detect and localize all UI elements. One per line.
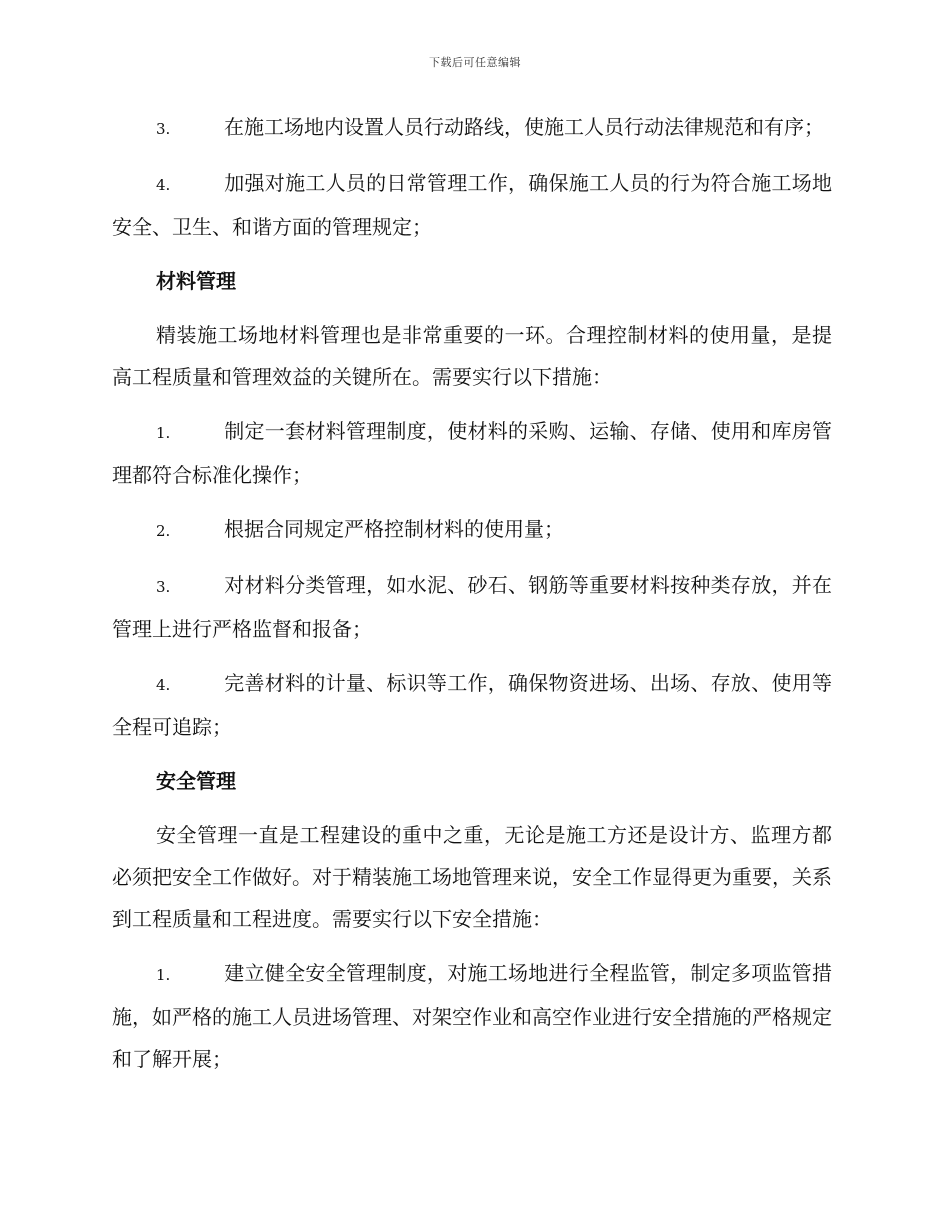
- list-number: 4.: [156, 176, 171, 194]
- document-body: [112, 106, 832, 1092]
- list-item: [112, 508, 832, 552]
- list-text: 在施工场地内设置人员行动路线，使施工人员行动法律规范和有序；: [224, 115, 824, 139]
- list-text: 对材料分类管理，如水泥、砂石、钢筋等重要材料按种类存放，并在管理上进行严格监督和报备；: [112, 573, 832, 641]
- list-number: 2.: [156, 522, 171, 540]
- section-heading-materials: 材料管理: [156, 269, 236, 293]
- list-item: [112, 106, 832, 150]
- list-text: 完善材料的计量、标识等工作，确保物资进场、出场、存放、使用等全程可追踪；: [112, 671, 832, 739]
- list-item: [112, 952, 832, 1080]
- list-text: 根据合同规定严格控制材料的使用量；: [224, 517, 564, 541]
- list-number: 3.: [156, 120, 171, 138]
- section-heading-safety: 安全管理: [156, 769, 236, 793]
- list-number: 1.: [156, 424, 171, 442]
- list-item: [112, 162, 832, 248]
- list-number: 4.: [156, 676, 171, 694]
- page-header: 下载后可任意编辑: [429, 56, 521, 69]
- list-text: 制定一套材料管理制度，使材料的采购、运输、存储、使用和库房管理都符合标准化操作；: [112, 419, 832, 487]
- list-item: [112, 564, 832, 650]
- list-number: 1.: [156, 966, 171, 984]
- list-item: [112, 662, 832, 748]
- paragraph: 精装施工场地材料管理也是非常重要的一环。合理控制材料的使用量，是提高工程质量和管理效益的关键所在。需要实行以下措施：: [112, 323, 832, 389]
- list-number: 3.: [156, 578, 171, 596]
- list-text: 加强对施工人员的日常管理工作，确保施工人员的行为符合施工场地安全、卫生、和谐方面的管理规定；: [112, 171, 832, 239]
- paragraph: 安全管理一直是工程建设的重中之重，无论是施工方还是设计方、监理方都必须把安全工作做好。对于精装施工场地管理来说，安全工作显得更为重要，关系到工程质量和工程进度。需要实行以下安全措施：: [112, 823, 832, 931]
- list-item: [112, 410, 832, 496]
- list-text: 建立健全安全管理制度，对施工场地进行全程监管，制定多项监管措施，如严格的施工人员进场管理、对架空作业和高空作业进行安全措施的严格规定和了解开展；: [112, 961, 832, 1071]
